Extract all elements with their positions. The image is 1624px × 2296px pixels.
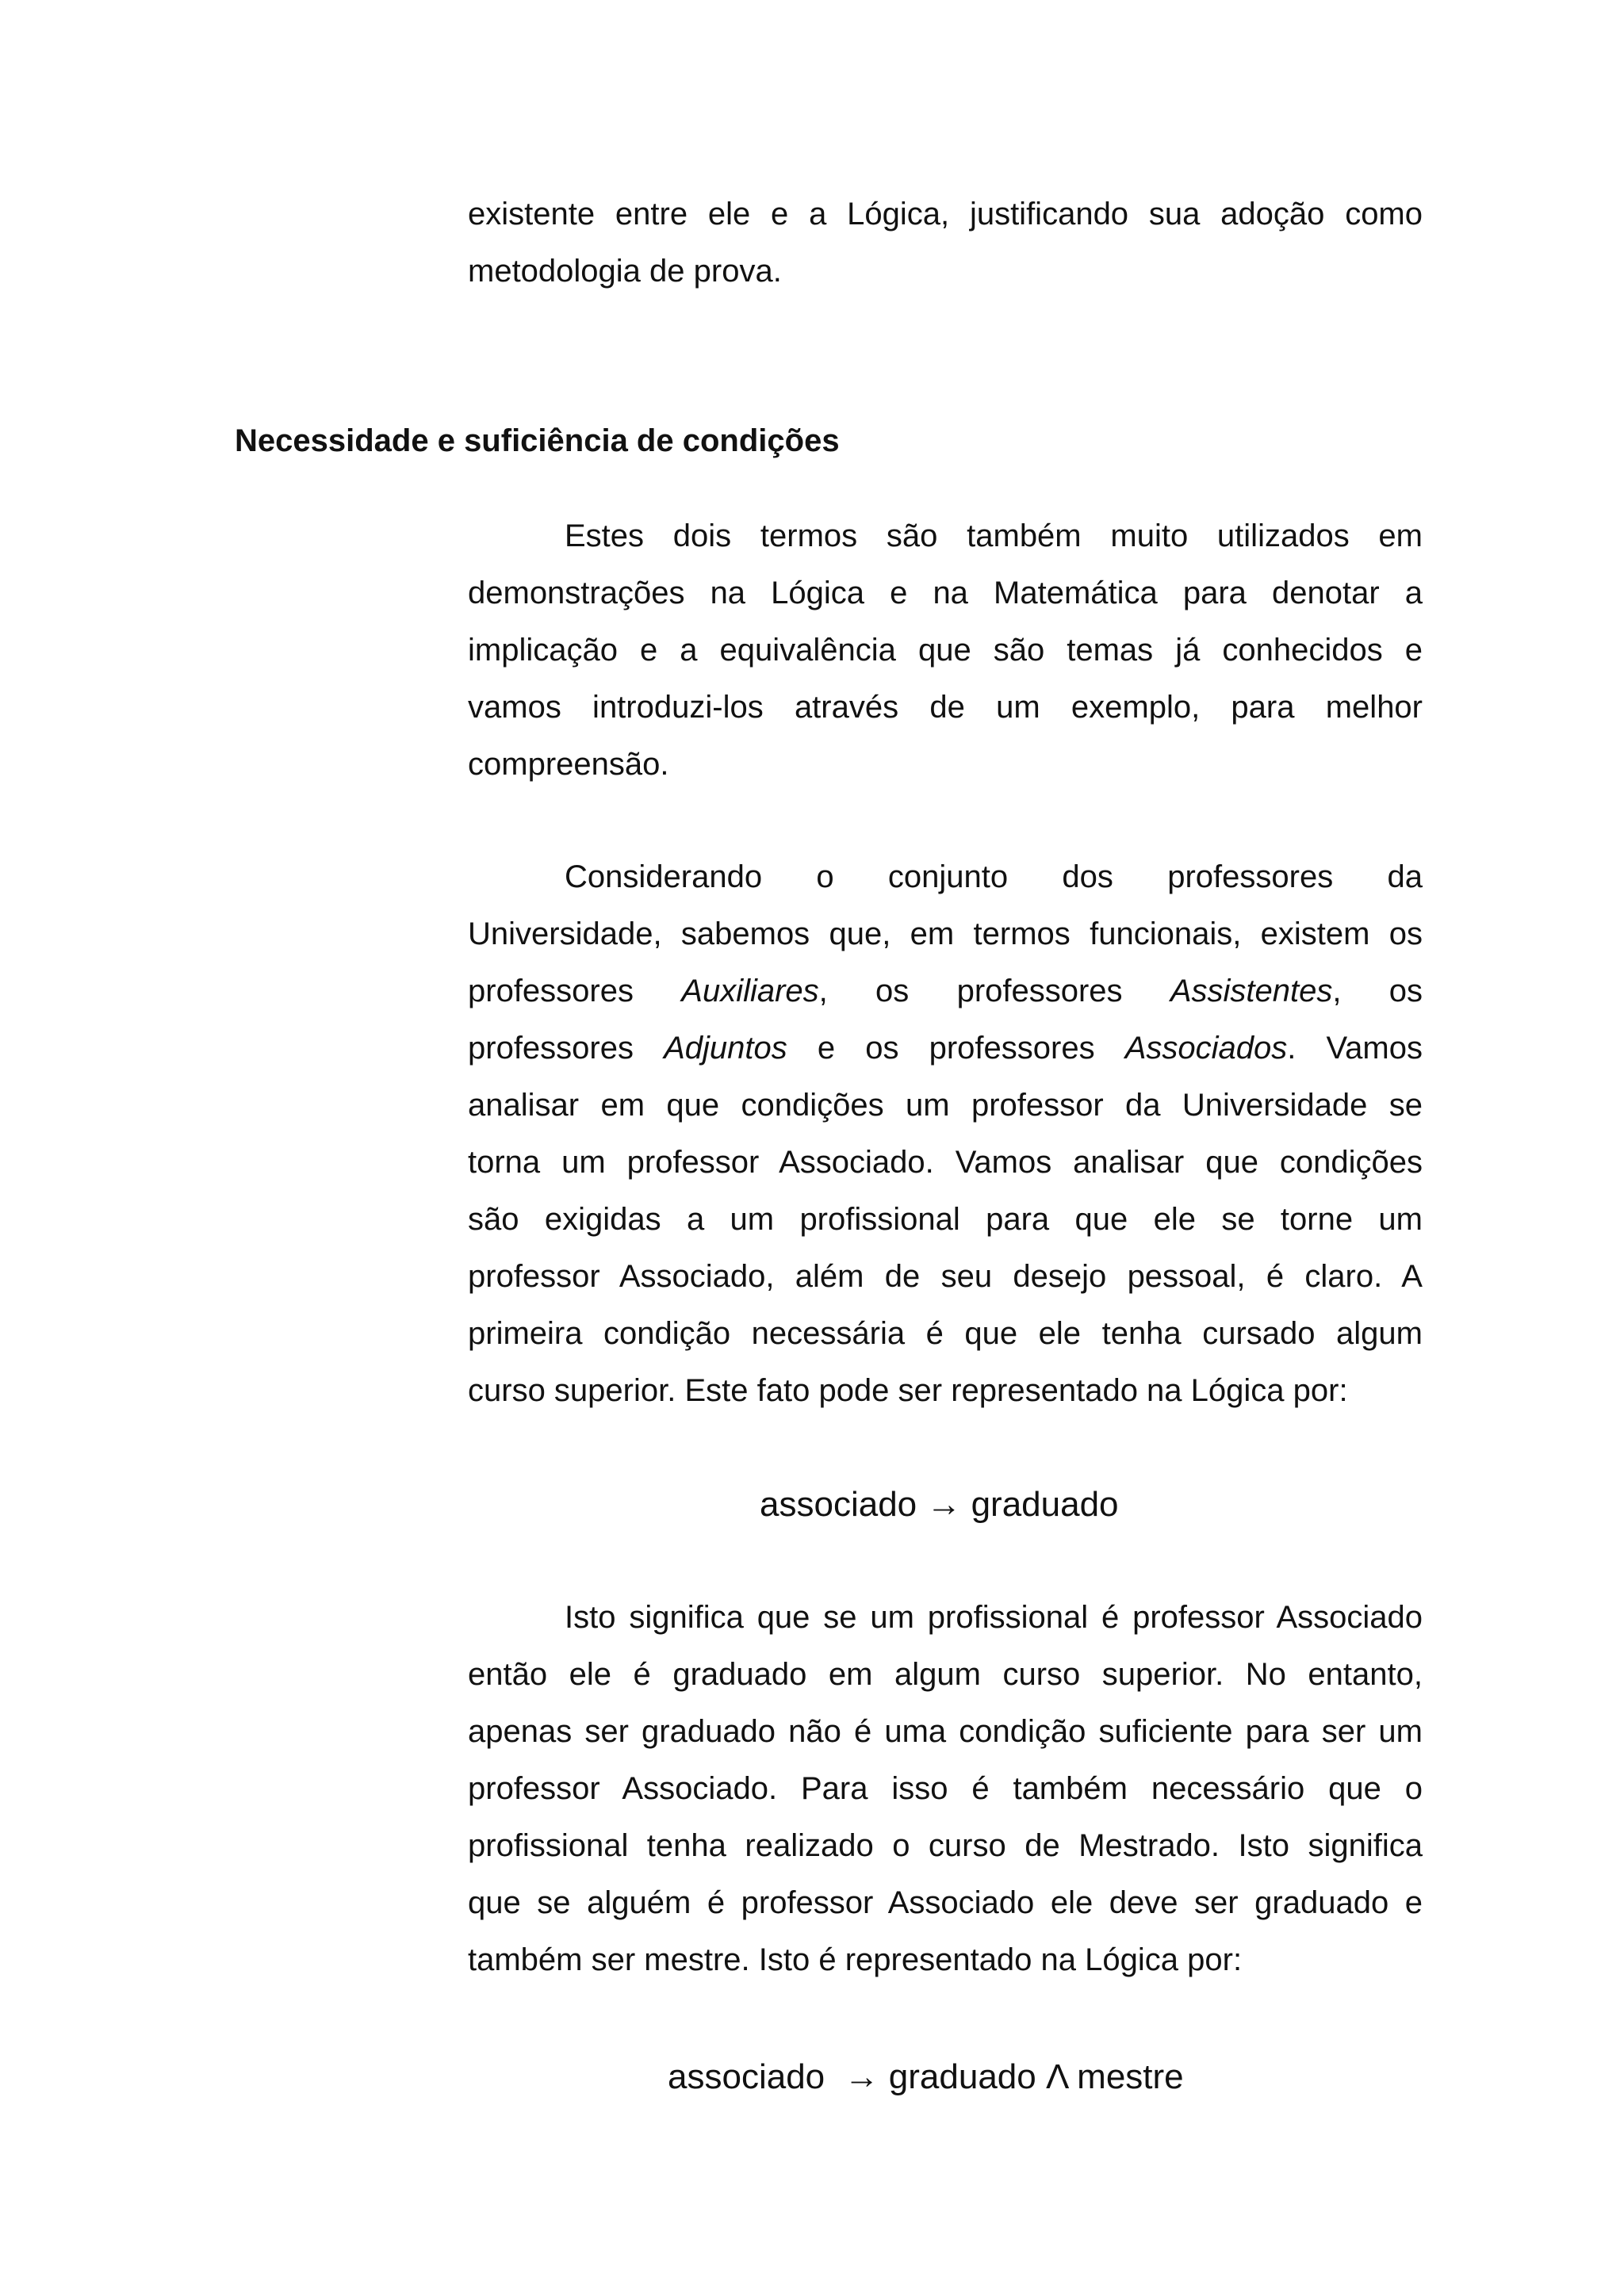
text-run: professores — [468, 974, 682, 1008]
text-run: , os professores — [818, 974, 1170, 1008]
text-line: compreensão. — [468, 747, 669, 782]
text-line: implicação e a equivalência que são temas já conhecidos e — [468, 633, 1423, 668]
formula-conjunction: associado → graduado Λ mestre — [668, 2057, 1184, 2096]
text-line — [468, 1020, 1423, 1077]
text-line: também ser mestre. Isto é representado na Lógica por: — [468, 1942, 1243, 1977]
paragraph-terms — [468, 507, 1423, 793]
paragraph-meaning — [468, 1589, 1423, 1988]
text-line: demonstrações na Lógica e na Matemática para denotar a — [468, 576, 1423, 610]
text-run: . Vamos — [1287, 1031, 1423, 1066]
text-line: apenas ser graduado não é uma condição suficiente para ser um — [468, 1714, 1423, 1749]
text-line: Universidade, sabemos que, em termos funcionais, existem os — [468, 916, 1423, 951]
text-run: , os — [1332, 974, 1423, 1008]
text-line: analisar em que condições um professor da Universidade se — [468, 1088, 1423, 1123]
text-line: profissional tenha realizado o curso de Mestrado. Isto significa — [468, 1828, 1423, 1863]
text-line — [468, 962, 1423, 1020]
section-heading: Necessidade e suficiência de condições — [235, 423, 840, 458]
intro-paragraph — [468, 186, 1423, 300]
text-line: Isto significa que se um profissional é professor Associado — [565, 1600, 1423, 1635]
text-line: torna um professor Associado. Vamos analisar que condições — [468, 1145, 1423, 1180]
text-line: professor Associado. Para isso é também necessário que o — [468, 1771, 1423, 1806]
text-line: que se alguém é professor Associado ele deve ser graduado e — [468, 1885, 1423, 1920]
text-line: então ele é graduado em algum curso superior. No entanto, — [468, 1657, 1423, 1692]
emphasis-term: Adjuntos — [664, 1031, 787, 1066]
text-run: e os professores — [787, 1031, 1125, 1066]
text-line: primeira condição necessária é que ele tenha cursado algum — [468, 1316, 1423, 1351]
text-line: Estes dois termos são também muito utilizados em — [565, 519, 1423, 553]
text-line: Considerando o conjunto dos professores da — [565, 859, 1423, 894]
emphasis-term: Auxiliares — [681, 974, 819, 1008]
paragraph-professors — [468, 848, 1423, 1419]
text-line: são exigidas a um profissional para que ele se torne um — [468, 1202, 1423, 1237]
text-line: vamos introduzi-los através de um exemplo, para melhor — [468, 690, 1423, 725]
formula-implication: associado → graduado — [760, 1485, 1119, 1524]
text-line: professor Associado, além de seu desejo pessoal, é claro. A — [468, 1259, 1423, 1294]
text-line: existente entre ele e a Lógica, justificando sua adoção como — [468, 197, 1423, 232]
text-line: metodologia de prova. — [468, 254, 782, 289]
emphasis-term: Associados — [1124, 1031, 1288, 1066]
text-line: curso superior. Este fato pode ser representado na Lógica por: — [468, 1373, 1348, 1408]
text-run: professores — [468, 1031, 665, 1066]
emphasis-term: Assistentes — [1170, 974, 1333, 1008]
